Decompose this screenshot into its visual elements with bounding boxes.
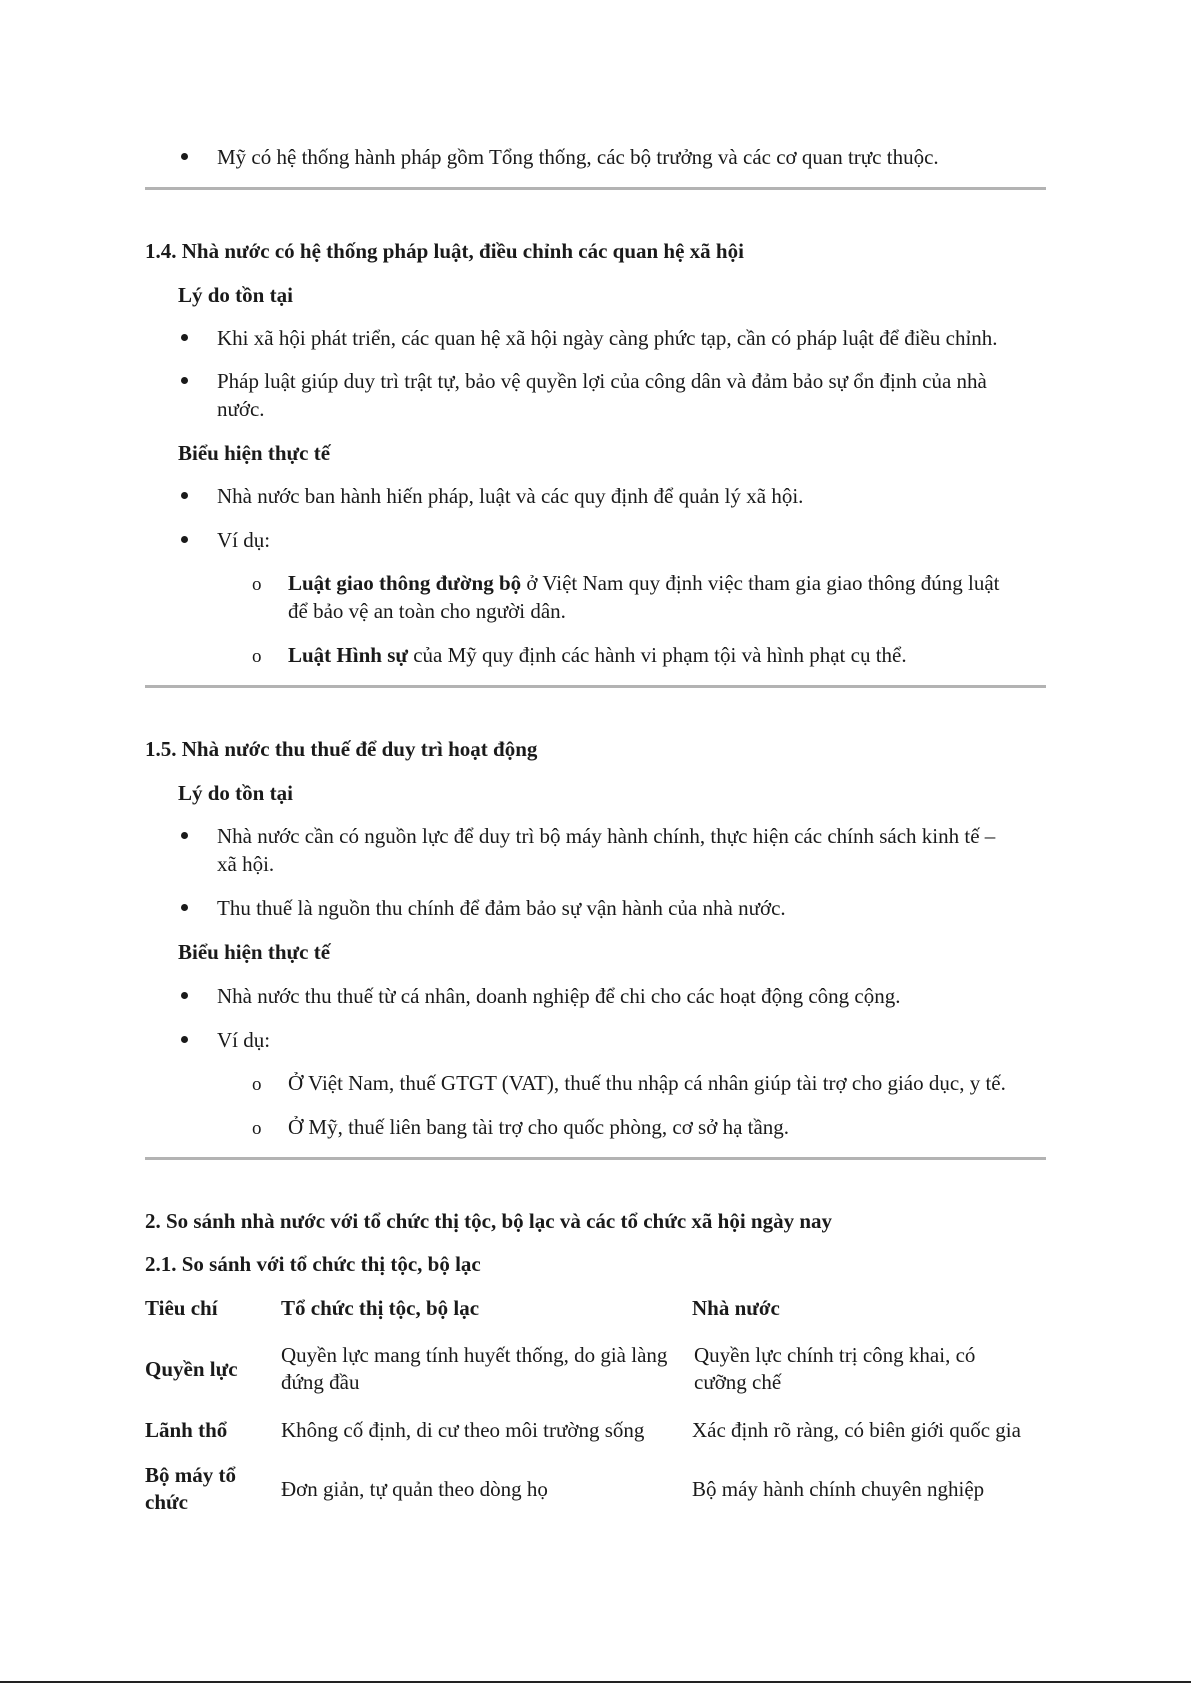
list-item-continuation: xã hội. [217,852,275,876]
section-divider [145,1157,1046,1160]
law-description: ở Việt Nam quy định việc tham gia giao thông đúng luật [521,571,1000,595]
table-cell-criteria: Bộ máy tổ [145,1463,236,1487]
sub-bullet-marker: o [252,1118,262,1139]
bullet-marker [181,153,188,160]
list-item: Thu thuế là nguồn thu chính để đảm bảo sự vận hành của nhà nước. [217,896,786,920]
section-divider [145,685,1046,688]
bullet-us-executive: Mỹ có hệ thống hành pháp gồm Tổng thống, các bộ trưởng và các cơ quan trực thuộc. [217,145,939,169]
law-name-criminal: Luật Hình sự [288,643,408,667]
bullet-marker [181,377,188,384]
bullet-marker [181,492,188,499]
sub-bullet-marker: o [252,1074,262,1095]
heading-2: 2. So sánh nhà nước với tổ chức thị tộc, bộ lạc và các tổ chức xã hội ngày nay [145,1209,833,1233]
law-name-traffic: Luật giao thông đường bộ [288,571,522,595]
bullet-marker [181,1036,188,1043]
table-header-tribal: Tổ chức thị tộc, bộ lạc [281,1296,480,1320]
list-item-continuation: nước. [217,397,265,421]
heading-1-4: 1.4. Nhà nước có hệ thống pháp luật, điều chỉnh các quan hệ xã hội [145,239,744,263]
table-cell-tribal: Đơn giản, tự quản theo dòng họ [281,1477,548,1501]
table-cell-state-continuation: cưỡng chế [694,1370,782,1394]
list-item: Ví dụ: [217,528,271,552]
list-item: Nhà nước thu thuế từ cá nhân, doanh nghiệp để chi cho các hoạt động công cộng. [217,984,901,1008]
subheading-reason: Lý do tồn tại [178,283,293,307]
bullet-marker [181,536,188,543]
table-cell-state: Quyền lực chính trị công khai, có [694,1343,976,1367]
heading-1-5: 1.5. Nhà nước thu thuế để duy trì hoạt động [145,737,538,761]
subheading-reason: Lý do tồn tại [178,781,293,805]
table-header-criteria: Tiêu chí [145,1296,218,1320]
sub-list-item-continuation: để bảo vệ an toàn cho người dân. [288,599,566,623]
heading-2-1: 2.1. So sánh với tổ chức thị tộc, bộ lạc [145,1252,481,1276]
bullet-marker [181,334,188,341]
subheading-evidence: Biểu hiện thực tế [178,441,331,465]
sub-list-item: Ở Mỹ, thuế liên bang tài trợ cho quốc phòng, cơ sở hạ tầng. [288,1115,790,1139]
sub-bullet-marker: o [252,574,262,595]
sub-bullet-marker: o [252,646,262,667]
list-item: Khi xã hội phát triển, các quan hệ xã hội ngày càng phức tạp, cần có pháp luật để điều chỉnh. [217,326,998,350]
list-item: Pháp luật giúp duy trì trật tự, bảo vệ quyền lợi của công dân và đảm bảo sự ổn định của nhà [217,369,987,393]
table-cell-tribal-continuation: đứng đầu [281,1370,360,1394]
page-bottom-edge [0,1681,1191,1683]
bullet-marker [181,904,188,911]
bullet-marker [181,992,188,999]
table-cell-criteria-continuation: chức [145,1490,188,1514]
section-divider [145,187,1046,190]
subheading-evidence: Biểu hiện thực tế [178,940,331,964]
table-header-state: Nhà nước [692,1296,780,1320]
table-cell-criteria: Quyền lực [145,1357,238,1381]
bullet-marker [181,832,188,839]
sub-list-item: Ở Việt Nam, thuế GTGT (VAT), thuế thu nhập cá nhân giúp tài trợ cho giáo dục, y tế. [288,1071,1006,1095]
table-cell-tribal: Quyền lực mang tính huyết thống, do già làng [281,1343,668,1367]
table-cell-criteria: Lãnh thổ [145,1418,228,1442]
list-item: Nhà nước ban hành hiến pháp, luật và các quy định để quản lý xã hội. [217,484,804,508]
list-item: Nhà nước cần có nguồn lực để duy trì bộ máy hành chính, thực hiện các chính sách kinh tế – [217,824,996,848]
table-cell-tribal: Không cố định, di cư theo môi trường sống [281,1418,645,1442]
law-description: của Mỹ quy định các hành vi phạm tội và hình phạt cụ thể. [407,643,907,667]
sub-list-item [288,642,907,669]
sub-list-item [288,570,1000,597]
list-item: Ví dụ: [217,1028,271,1052]
table-cell-state: Bộ máy hành chính chuyên nghiệp [692,1477,985,1501]
table-cell-state: Xác định rõ ràng, có biên giới quốc gia [692,1418,1021,1442]
